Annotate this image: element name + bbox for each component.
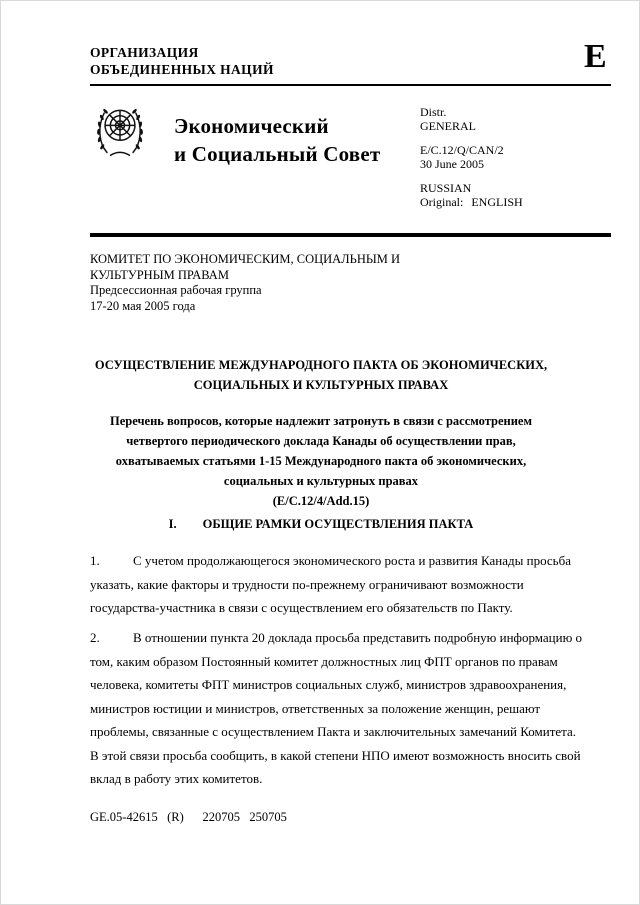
paragraph-2-number: 2. xyxy=(90,630,100,645)
symbol-group xyxy=(420,144,523,171)
distr-group xyxy=(420,106,523,133)
un-emblem-icon xyxy=(92,100,148,165)
footer-reference: GE.05-42615 (R) 220705 250705 xyxy=(90,810,287,824)
paragraph-1-text: С учетом продолжающегося экономического роста и развития Канады просьба указать, какие факторы и трудности по-прежнему ограничивают возможности государства-участника в связи с осуществлением его обязательств по Пакту. xyxy=(90,553,571,615)
org-name-line2: ОБЪЕДИНЕННЫХ НАЦИЙ xyxy=(90,62,274,77)
document-subtitle: Перечень вопросов, которые надлежит затронуть в связи с рассмотрением четвертого периодического доклада Канады об осуществлении прав, охватываемых статьями 1-15 Международного пакта об экономических, социальных и культурных правах xyxy=(110,414,532,488)
org-name xyxy=(90,44,274,78)
paragraph-2 xyxy=(90,626,584,791)
distribution-block xyxy=(420,106,523,220)
paragraph-1-number: 1. xyxy=(90,553,100,568)
masthead-rule xyxy=(90,233,611,237)
paragraph-2-text: В отношении пункта 20 доклада просьба представить подробную информацию о том, каким образом Постоянный комитет должностных лиц ФПТ органов по правам человека, комитеты ФПТ министров социальных служб, министров здравоохранения, министров юстиции и министров, ответственных за положение женщин, решают проблемы, связанные с осуществлением Пакта и заключительных замечаний Комитета. В этой связи просьба сообщить, в какой степени НПО имеют возможность вносить свой вклад в работу этих комитетов. xyxy=(90,630,583,786)
original-label: Original: xyxy=(420,194,464,209)
council-title-line1: Экономический xyxy=(174,114,329,138)
distr-value: GENERAL xyxy=(420,118,476,133)
document-title: ОСУЩЕСТВЛЕНИЕ МЕЖДУНАРОДНОГО ПАКТА ОБ ЭКОНОМИЧЕСКИХ, СОЦИАЛЬНЫХ И КУЛЬТУРНЫХ ПРАВАХ xyxy=(94,358,548,392)
header-rule xyxy=(90,84,611,86)
working-group: Предсессионная рабочая группа xyxy=(90,283,262,297)
committee-name-line2: КУЛЬТУРНЫМ ПРАВАМ xyxy=(90,267,229,282)
distr-label: Distr. xyxy=(420,105,447,119)
council-title xyxy=(174,112,380,168)
document-language: RUSSIAN xyxy=(420,181,472,195)
section-number: I. xyxy=(168,517,177,531)
document-symbol: E/C.12/Q/CAN/2 xyxy=(420,143,504,157)
committee-name-line1: КОМИТЕТ ПО ЭКОНОМИЧЕСКИМ, СОЦИАЛЬНЫМ И xyxy=(90,252,401,266)
original-language xyxy=(420,196,523,210)
document-series-letter: E xyxy=(584,38,607,75)
committee-block xyxy=(90,252,400,314)
language-group xyxy=(420,182,523,209)
council-title-line2: и Социальный Совет xyxy=(174,142,381,166)
session-dates: 17-20 мая 2005 года xyxy=(90,298,196,313)
document-date: 30 June 2005 xyxy=(420,156,484,171)
section-heading xyxy=(78,517,564,532)
document-subtitle-block xyxy=(86,411,556,511)
subtitle-reference: (E/C.12/4/Add.15) xyxy=(272,494,370,508)
section-heading-text: ОБЩИЕ РАМКИ ОСУЩЕСТВЛЕНИЯ ПАКТА xyxy=(202,517,474,531)
original-value: ENGLISH xyxy=(471,194,523,209)
org-name-line1: ОРГАНИЗАЦИЯ xyxy=(90,45,199,60)
paragraph-1 xyxy=(90,549,584,620)
